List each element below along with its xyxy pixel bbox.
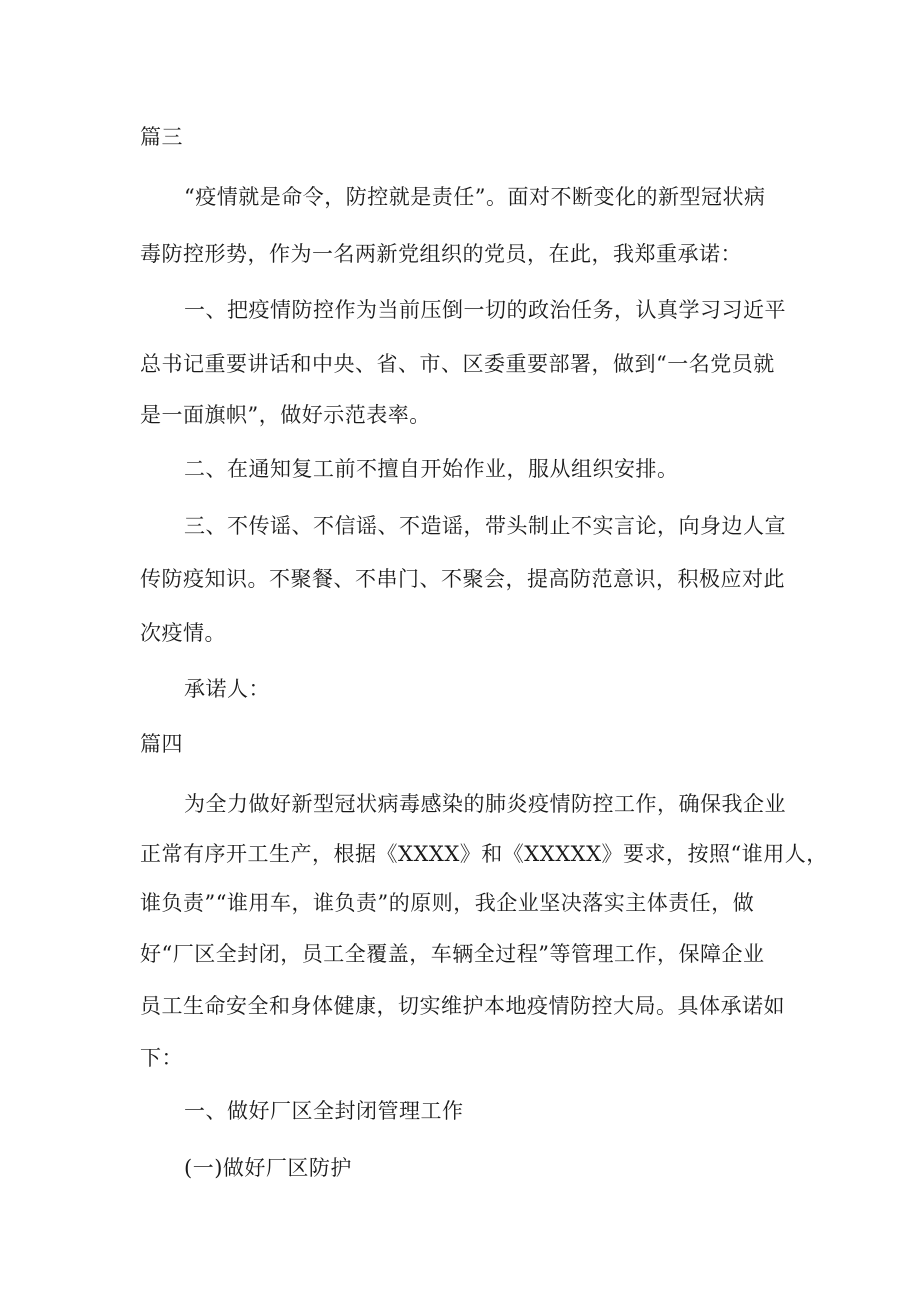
- list-item-1: 一、做好厂区全封闭管理工作: [184, 1099, 464, 1123]
- paragraph-line: 次疫情。: [140, 621, 226, 645]
- paragraph-line: 员工生命安全和身体健康，切实维护本地疫情防控大局。具体承诺如: [140, 994, 785, 1018]
- paragraph-line: 二、在通知复工前不擅自开始作业，服从组织安排。: [184, 457, 679, 481]
- paragraph-line: 一、把疫情防控作为当前压倒一切的政治任务，认真学习习近平: [184, 298, 786, 322]
- paragraph-line: 总书记重要讲话和中央、省、市、区委重要部署，做到“一名党员就: [140, 352, 775, 376]
- signature-line: 承诺人：: [184, 677, 270, 701]
- paragraph-line: 下：: [140, 1046, 183, 1070]
- paragraph-line: “疫情就是命令，防控就是责任”。面对不断变化的新型冠状病: [184, 185, 766, 209]
- paragraph-line: 是一面旗帜”，做好示范表率。: [140, 403, 431, 427]
- paragraph-line: 传防疫知识。不聚餐、不串门、不聚会，提高防范意识，积极应对此: [140, 567, 785, 591]
- paragraph-line: 毒防控形势，作为一名两新党组织的党员，在此，我郑重承诺：: [140, 242, 742, 266]
- paragraph-line: 好“厂区全封闭，员工全覆盖，车辆全过程”等管理工作，保障企业: [140, 942, 765, 966]
- paragraph-line: 三、不传谣、不信谣、不造谣，带头制止不实言论，向身边人宣: [184, 514, 786, 538]
- section-heading-3: 篇三: [140, 125, 183, 149]
- paragraph-line: 为全力做好新型冠状病毒感染的肺炎疫情防控工作，确保我企业: [184, 792, 786, 816]
- paragraph-line: 谁负责”“谁用车，谁负责”的原则，我企业坚决落实主体责任，做: [140, 891, 755, 915]
- paragraph-line: 正常有序开工生产，根据《XXXX》和《XXXXX》要求，按照“谁用人，: [140, 842, 828, 866]
- section-heading-4: 篇四: [140, 732, 183, 756]
- sub-item-1: (一)做好厂区防护: [184, 1156, 352, 1180]
